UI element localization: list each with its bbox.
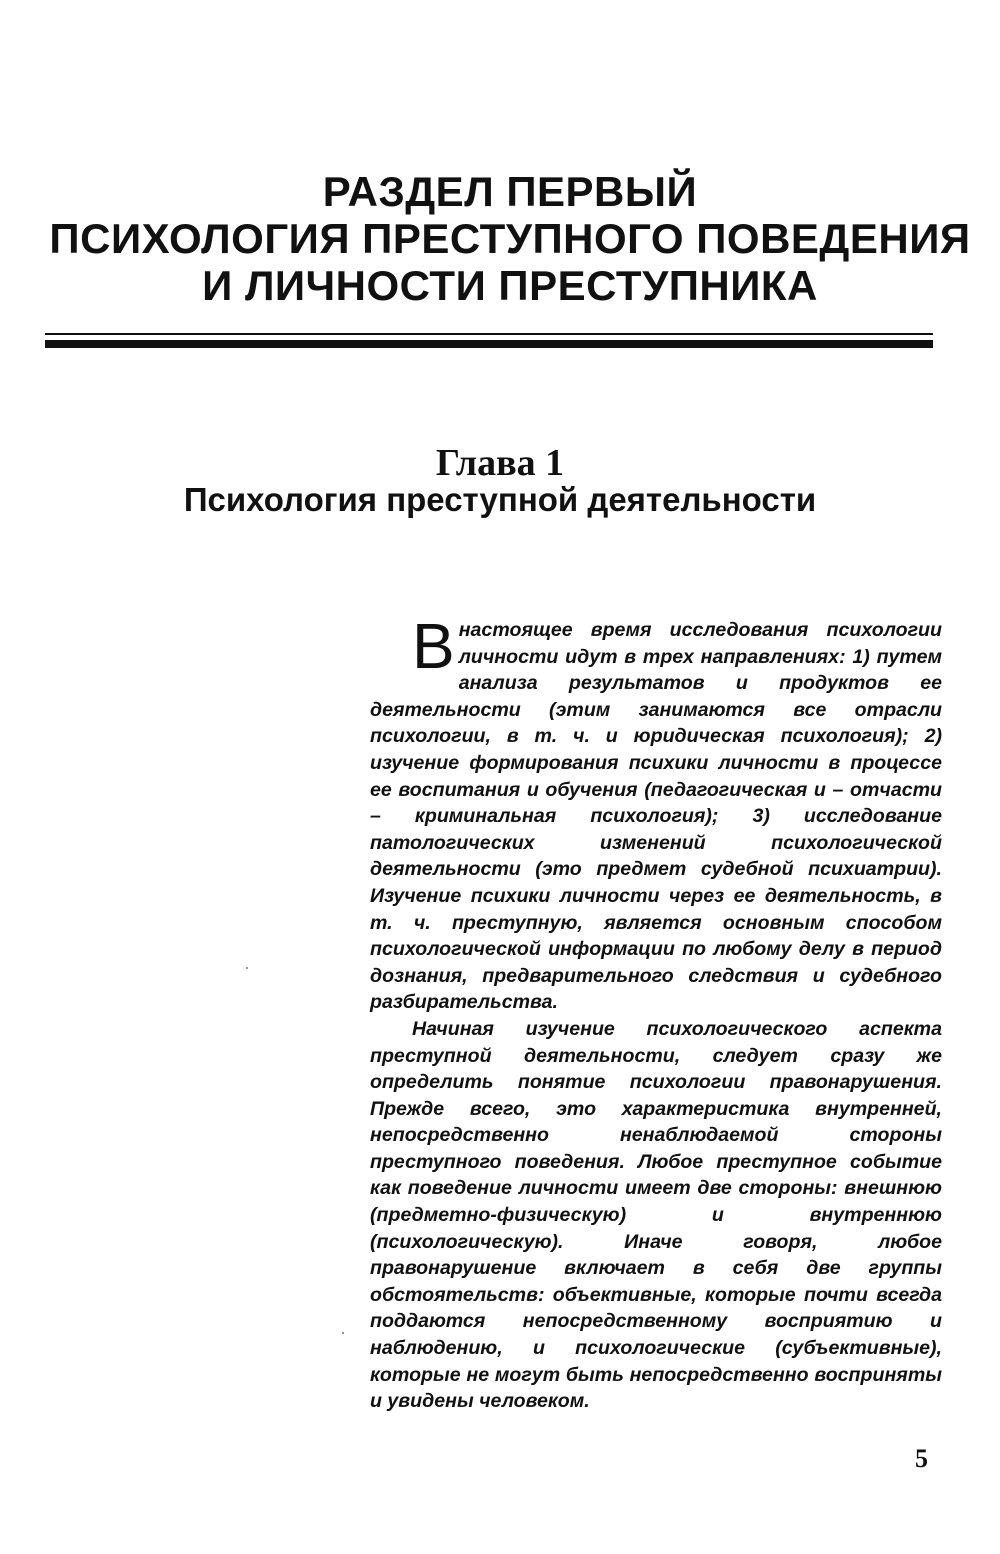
paragraph-1: [370, 610, 942, 1016]
paragraph-2: Начиная изучение психологического аспекта преступной деятельности, следует сразу же определить понятие психологии правонарушения. Прежде всего, это характеристика внутренней, непосредственно ненаблюдаемой стороны преступного поведения. Любое преступное событие как поведение личности имеет две стороны: внешнюю (предметно-физическую) и внутреннюю (психологическую). Иначе говоря, любое правонарушение включает в себя две группы обстоятельств: объективные, которые почти всегда поддаются непосредственному восприятию и наблюдению, и психологические (субъективные), которые не могут быть непосредственно восприняты и увидены человеком.: [370, 1017, 942, 1413]
scan-speck: [342, 1332, 344, 1334]
divider-thick-line: [45, 340, 933, 348]
scan-speck: [246, 967, 248, 969]
section-divider: [45, 333, 933, 348]
divider-thin-line: [45, 333, 933, 335]
page-number: 5: [915, 1444, 928, 1473]
paragraph-1-text: настоящее время исследования психологии личности идут в трех направлениях: 1) путем анализа результатов и продуктов ее деятельности (этим занимаются все отрасли психологии, в т. ч. и юридическая психология); 2) изучение формирования психики личности в процессе ее воспитания и обучения (педагогическая и – отчасти – криминальная психология); 3) исследование патологических изменений психологической деятельности (это предмет судебной психиатрии). Изучение психики личности через ее деятельность, в т. ч. преступную, является основным способом психологической информации по любому делу в период дознания, предварительного следствия и судебного разбирательства.: [370, 619, 942, 1014]
section-title-line-3: И ЛИЧНОСТИ ПРЕСТУПНИКА: [202, 262, 818, 309]
body-text: [370, 610, 942, 1415]
chapter-number: Глава 1: [435, 442, 565, 484]
chapter-title: Психология преступной деятельности: [183, 481, 817, 518]
section-title-line-2: ПСИХОЛОГИЯ ПРЕСТУПНОГО ПОВЕДЕНИЯ: [49, 215, 971, 262]
section-title-line-1: РАЗДЕЛ ПЕРВЫЙ: [322, 168, 698, 215]
drop-cap: В: [412, 610, 455, 682]
section-title: [40, 168, 980, 309]
